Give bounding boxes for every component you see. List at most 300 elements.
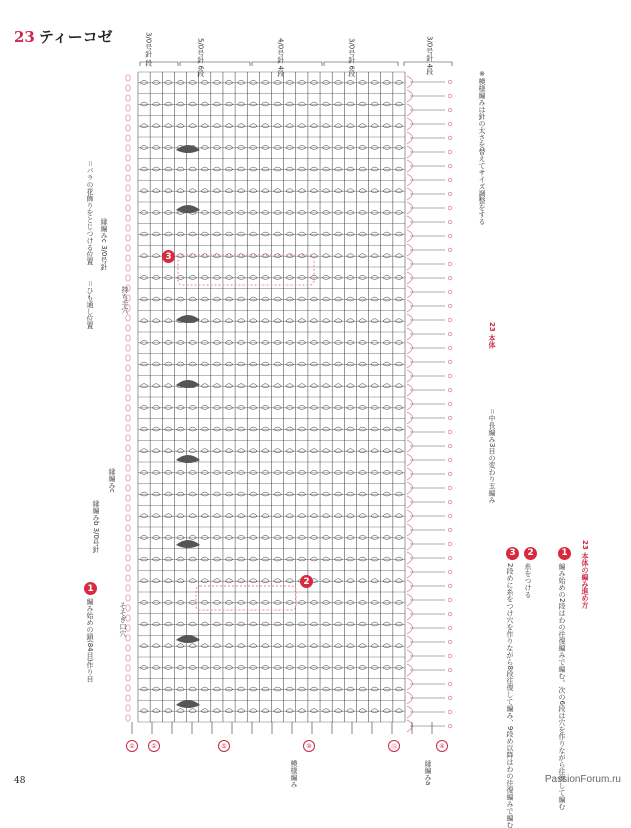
stitch-mark <box>383 665 391 669</box>
edge-a-picot <box>448 122 451 125</box>
stitch-mark <box>213 449 221 453</box>
stitch-mark <box>237 254 245 258</box>
edge-a-picot <box>448 290 451 293</box>
stitch-mark <box>152 470 160 474</box>
stitch-mark <box>383 145 391 149</box>
stitch-mark <box>201 427 209 431</box>
stitch-mark <box>152 557 160 561</box>
stitch-mark <box>359 254 367 258</box>
edge-c-chain <box>126 675 130 681</box>
stitch-mark <box>322 167 330 171</box>
stitch-mark <box>164 167 172 171</box>
stitch-mark <box>371 384 379 388</box>
edge-a-picot <box>448 346 451 349</box>
edge-c-chain <box>126 365 130 371</box>
stitch-mark <box>383 362 391 366</box>
stitch-mark <box>201 145 209 149</box>
pattern-c-label-2: 縁編みc <box>108 468 117 493</box>
stitch-mark <box>322 362 330 366</box>
stitch-mark <box>371 297 379 301</box>
stitch-mark <box>310 470 318 474</box>
header-col-1: 3/0号針 段 <box>144 32 153 67</box>
edge-a-picot <box>448 94 451 97</box>
stitch-mark <box>310 362 318 366</box>
stitch-mark <box>213 189 221 193</box>
stitch-mark <box>189 232 197 236</box>
stitch-mark <box>298 449 306 453</box>
stitch-mark <box>249 535 257 539</box>
stitch-mark <box>225 80 233 84</box>
stitch-mark <box>359 535 367 539</box>
bottom-num-1a: ① <box>126 740 138 752</box>
stitch-mark <box>213 535 221 539</box>
stitch-mark <box>237 232 245 236</box>
stitch-mark <box>274 319 282 323</box>
stitch-mark <box>371 80 379 84</box>
stitch-mark <box>213 579 221 583</box>
stitch-mark <box>310 297 318 301</box>
edge-c-chain <box>126 195 130 201</box>
stitch-mark <box>261 362 269 366</box>
stitch-mark <box>176 600 184 604</box>
spout-hole-label: そそぎ口穴 <box>119 602 128 637</box>
stitch-mark <box>261 384 269 388</box>
stitch-mark <box>359 644 367 648</box>
stitch-mark <box>237 80 245 84</box>
stitch-mark <box>201 102 209 106</box>
stitch-mark <box>249 384 257 388</box>
stitch-mark <box>334 384 342 388</box>
stitch-mark <box>225 275 233 279</box>
stitch-mark <box>201 644 209 648</box>
stitch-mark <box>213 102 221 106</box>
stitch-mark <box>298 189 306 193</box>
edge-c-chain <box>126 325 130 331</box>
stitch-mark <box>237 449 245 453</box>
stitch-mark <box>201 514 209 518</box>
stitch-mark <box>334 80 342 84</box>
edge-a-picot <box>448 528 451 531</box>
stitch-mark <box>395 254 403 258</box>
stitch-mark <box>371 514 379 518</box>
stitch-mark <box>346 579 354 583</box>
stitch-mark <box>322 709 330 713</box>
stitch-mark <box>213 405 221 409</box>
stitch-mark <box>274 297 282 301</box>
stitch-mark <box>310 145 318 149</box>
edge-c-chain <box>126 565 130 571</box>
stitch-mark <box>322 124 330 128</box>
edge-a-picot <box>448 584 451 587</box>
stitch-mark <box>322 470 330 474</box>
stitch-mark <box>274 102 282 106</box>
stitch-mark <box>274 124 282 128</box>
stitch-mark <box>152 297 160 301</box>
stitch-mark <box>286 210 294 214</box>
stitch-mark <box>225 340 233 344</box>
edge-c-chain <box>126 85 130 91</box>
stitch-mark <box>359 600 367 604</box>
edge-a-picot <box>448 318 451 321</box>
stitch-mark <box>371 579 379 583</box>
stitch-mark <box>201 449 209 453</box>
stitch-mark <box>383 80 391 84</box>
stitch-mark <box>164 600 172 604</box>
stitch-mark <box>152 687 160 691</box>
stitch-mark <box>286 167 294 171</box>
step-2-text: 糸をつける <box>524 562 533 598</box>
stitch-mark <box>334 514 342 518</box>
stitch-mark <box>249 709 257 713</box>
stitch-mark <box>164 297 172 301</box>
stitch-mark <box>298 687 306 691</box>
stitch-mark <box>274 210 282 214</box>
stitch-mark <box>249 297 257 301</box>
edge-c-chain <box>126 155 130 161</box>
bottom-num-15: ⑮ <box>388 740 400 752</box>
stitch-mark <box>189 254 197 258</box>
stitch-mark <box>383 470 391 474</box>
stitch-mark <box>201 665 209 669</box>
stitch-mark <box>152 362 160 366</box>
edge-a-picot <box>448 136 451 139</box>
edge-a-picot <box>448 234 451 237</box>
stitch-mark <box>237 665 245 669</box>
edge-a-picot <box>448 500 451 503</box>
stitch-mark <box>237 709 245 713</box>
stitch-mark <box>189 275 197 279</box>
stitch-mark <box>152 492 160 496</box>
stitch-mark <box>359 189 367 193</box>
stitch-mark <box>286 275 294 279</box>
stitch-mark <box>334 362 342 366</box>
edge-a-picot <box>448 486 451 489</box>
edge-a-picot <box>448 682 451 685</box>
stitch-mark <box>286 384 294 388</box>
edge-c-chain <box>126 555 130 561</box>
stitch-mark <box>334 102 342 106</box>
stitch-mark <box>371 427 379 431</box>
stitch-mark <box>371 535 379 539</box>
edge-c-chain <box>126 375 130 381</box>
stitch-mark <box>371 167 379 171</box>
edge-c-chain <box>126 515 130 521</box>
stitch-mark <box>346 232 354 236</box>
edge-a-picot <box>448 570 451 573</box>
edge-a-picot <box>448 444 451 447</box>
stitch-mark <box>152 644 160 648</box>
stitch-mark <box>274 579 282 583</box>
edge-a-picot <box>448 654 451 657</box>
stitch-mark <box>261 535 269 539</box>
stitch-mark <box>371 492 379 496</box>
stitch-mark <box>286 644 294 648</box>
stitch-mark <box>176 622 184 626</box>
stitch-mark <box>152 145 160 149</box>
stitch-mark <box>298 210 306 214</box>
stitch-mark <box>249 514 257 518</box>
stitch-mark <box>164 124 172 128</box>
stitch-mark <box>249 362 257 366</box>
stitch-mark <box>249 449 257 453</box>
stitch-mark <box>310 167 318 171</box>
stitch-mark <box>237 557 245 561</box>
stitch-mark <box>164 622 172 626</box>
stitch-mark <box>298 665 306 669</box>
edge-c-chain <box>126 115 130 121</box>
stitch-mark <box>286 514 294 518</box>
stitch-mark <box>201 492 209 496</box>
stitch-mark <box>237 124 245 128</box>
step-marker-3: 3 <box>506 547 519 560</box>
stitch-mark <box>274 687 282 691</box>
stitch-mark <box>176 427 184 431</box>
stitch-mark <box>249 427 257 431</box>
stitch-mark <box>310 492 318 496</box>
stitch-mark <box>371 275 379 279</box>
stitch-mark <box>322 145 330 149</box>
stitch-mark <box>298 145 306 149</box>
stitch-mark <box>298 557 306 561</box>
stitch-mark <box>383 340 391 344</box>
edge-c-chain <box>126 135 130 141</box>
stitch-mark <box>286 362 294 366</box>
stitch-mark <box>322 579 330 583</box>
stitch-mark <box>298 254 306 258</box>
stitch-mark <box>371 709 379 713</box>
stitch-mark <box>371 254 379 258</box>
stitch-mark <box>176 492 184 496</box>
stitch-mark <box>395 579 403 583</box>
stitch-mark <box>176 687 184 691</box>
stitch-mark <box>359 557 367 561</box>
stitch-mark <box>225 124 233 128</box>
edge-c-chain <box>126 535 130 541</box>
stitch-mark <box>213 80 221 84</box>
stitch-mark <box>261 579 269 583</box>
edge-a-picot <box>448 696 451 699</box>
stitch-mark <box>189 189 197 193</box>
stitch-mark <box>310 232 318 236</box>
stitch-mark <box>152 427 160 431</box>
stitch-mark <box>310 644 318 648</box>
stitch-mark <box>274 644 282 648</box>
stitch-mark <box>346 384 354 388</box>
stitch-mark <box>310 210 318 214</box>
stitch-mark <box>237 644 245 648</box>
stitch-mark <box>140 275 148 279</box>
edge-c-chain <box>126 395 130 401</box>
stitch-mark <box>322 644 330 648</box>
edge-c-chain <box>126 455 130 461</box>
edge-a-picot <box>448 374 451 377</box>
stitch-mark <box>261 124 269 128</box>
stitch-mark <box>274 80 282 84</box>
stitch-mark <box>140 384 148 388</box>
stitch-mark <box>322 449 330 453</box>
stitch-mark <box>371 557 379 561</box>
stitch-mark <box>261 427 269 431</box>
stitch-mark <box>322 427 330 431</box>
stitch-mark <box>213 557 221 561</box>
stitch-mark <box>383 514 391 518</box>
stitch-mark <box>189 687 197 691</box>
stitch-mark <box>152 232 160 236</box>
stitch-mark <box>395 514 403 518</box>
stitch-mark <box>201 297 209 301</box>
edge-a-picot <box>448 430 451 433</box>
stitch-mark <box>152 665 160 669</box>
edge-c-chain <box>126 255 130 261</box>
stitch-mark <box>286 102 294 106</box>
stitch-mark <box>274 232 282 236</box>
stitch-mark <box>237 470 245 474</box>
stitch-mark <box>201 405 209 409</box>
stitch-mark <box>334 492 342 496</box>
stitch-mark <box>359 362 367 366</box>
edge-c-chain <box>126 245 130 251</box>
stitch-mark <box>286 535 294 539</box>
stitch-mark <box>371 319 379 323</box>
stitch-mark <box>201 709 209 713</box>
stitch-mark <box>237 492 245 496</box>
stitch-mark <box>140 557 148 561</box>
stitch-mark <box>359 709 367 713</box>
stitch-mark <box>249 210 257 214</box>
stitch-mark <box>334 232 342 236</box>
edge-c-chain <box>126 495 130 501</box>
stitch-mark <box>164 644 172 648</box>
stitch-mark <box>225 167 233 171</box>
stitch-mark <box>298 80 306 84</box>
stitch-mark <box>359 384 367 388</box>
stitch-mark <box>274 384 282 388</box>
stitch-mark <box>249 600 257 604</box>
instruction-step-3 <box>506 540 526 828</box>
stitch-mark <box>261 492 269 496</box>
stitch-mark <box>298 492 306 496</box>
stitch-mark <box>140 709 148 713</box>
stitch-mark <box>286 557 294 561</box>
stitch-mark <box>346 210 354 214</box>
stitch-mark <box>359 665 367 669</box>
edge-c-chain <box>126 415 130 421</box>
stitch-mark <box>201 189 209 193</box>
stitch-mark <box>334 622 342 626</box>
edge-c-chain <box>126 225 130 231</box>
edge-a-picot <box>448 164 451 167</box>
stitch-mark <box>395 709 403 713</box>
stitch-mark <box>189 340 197 344</box>
stitch-mark <box>310 622 318 626</box>
stitch-mark <box>395 297 403 301</box>
stitch-mark <box>395 210 403 214</box>
edge-a-picot <box>448 206 451 209</box>
stitch-mark <box>261 557 269 561</box>
stitch-mark <box>371 665 379 669</box>
stitch-mark <box>322 665 330 669</box>
stitch-mark <box>213 709 221 713</box>
stitch-mark <box>201 210 209 214</box>
stitch-mark <box>164 319 172 323</box>
stitch-mark <box>261 405 269 409</box>
stitch-mark <box>274 535 282 539</box>
stitch-mark <box>164 687 172 691</box>
stitch-mark <box>249 405 257 409</box>
stitch-mark <box>249 167 257 171</box>
stitch-mark <box>176 709 184 713</box>
edge-a-picot <box>448 178 451 181</box>
stitch-mark <box>152 275 160 279</box>
start-note: 編み始めの鎖(84目)作り目 <box>86 598 95 683</box>
stitch-mark <box>201 600 209 604</box>
edge-c-chain <box>126 235 130 241</box>
stitch-mark <box>261 145 269 149</box>
stitch-mark <box>395 275 403 279</box>
stitch-mark <box>334 340 342 344</box>
stitch-mark <box>249 102 257 106</box>
stitch-mark <box>298 340 306 344</box>
stitch-mark <box>359 167 367 171</box>
stitch-mark <box>249 644 257 648</box>
stitch-mark <box>225 210 233 214</box>
stitch-mark <box>346 600 354 604</box>
stitch-mark <box>359 232 367 236</box>
stitch-mark <box>189 557 197 561</box>
stitch-mark <box>201 232 209 236</box>
stitch-mark <box>395 644 403 648</box>
stitch-mark <box>164 405 172 409</box>
stitch-mark <box>237 622 245 626</box>
stitch-mark <box>383 535 391 539</box>
stitch-mark <box>213 340 221 344</box>
stitch-mark <box>310 687 318 691</box>
stitch-mark <box>189 535 197 539</box>
handle-hole-outline <box>178 255 314 285</box>
leaf-motif <box>176 700 200 708</box>
stitch-mark <box>274 709 282 713</box>
stitch-mark <box>359 492 367 496</box>
stitch-mark <box>261 340 269 344</box>
stitch-mark <box>346 80 354 84</box>
stitch-mark <box>189 492 197 496</box>
stitch-mark <box>383 124 391 128</box>
edge-c-chain <box>126 165 130 171</box>
stitch-mark <box>213 427 221 431</box>
stitch-mark <box>383 644 391 648</box>
stitch-mark <box>298 709 306 713</box>
edge-c-chain <box>126 475 130 481</box>
header-col-4: 3/0号針 6段 <box>347 38 356 77</box>
edge-a-picot <box>448 556 451 559</box>
stitch-mark <box>152 579 160 583</box>
stitch-mark <box>164 232 172 236</box>
stitch-mark <box>237 600 245 604</box>
stitch-mark <box>286 709 294 713</box>
stitch-mark <box>189 124 197 128</box>
stitch-mark <box>274 275 282 279</box>
stitch-mark <box>225 665 233 669</box>
stitch-mark <box>213 644 221 648</box>
stitch-mark <box>225 470 233 474</box>
stitch-mark <box>359 470 367 474</box>
stitch-mark <box>286 449 294 453</box>
stitch-mark <box>346 167 354 171</box>
stitch-mark <box>286 319 294 323</box>
stitch-mark <box>152 384 160 388</box>
edge-a-picot <box>448 108 451 111</box>
stitch-mark <box>201 687 209 691</box>
